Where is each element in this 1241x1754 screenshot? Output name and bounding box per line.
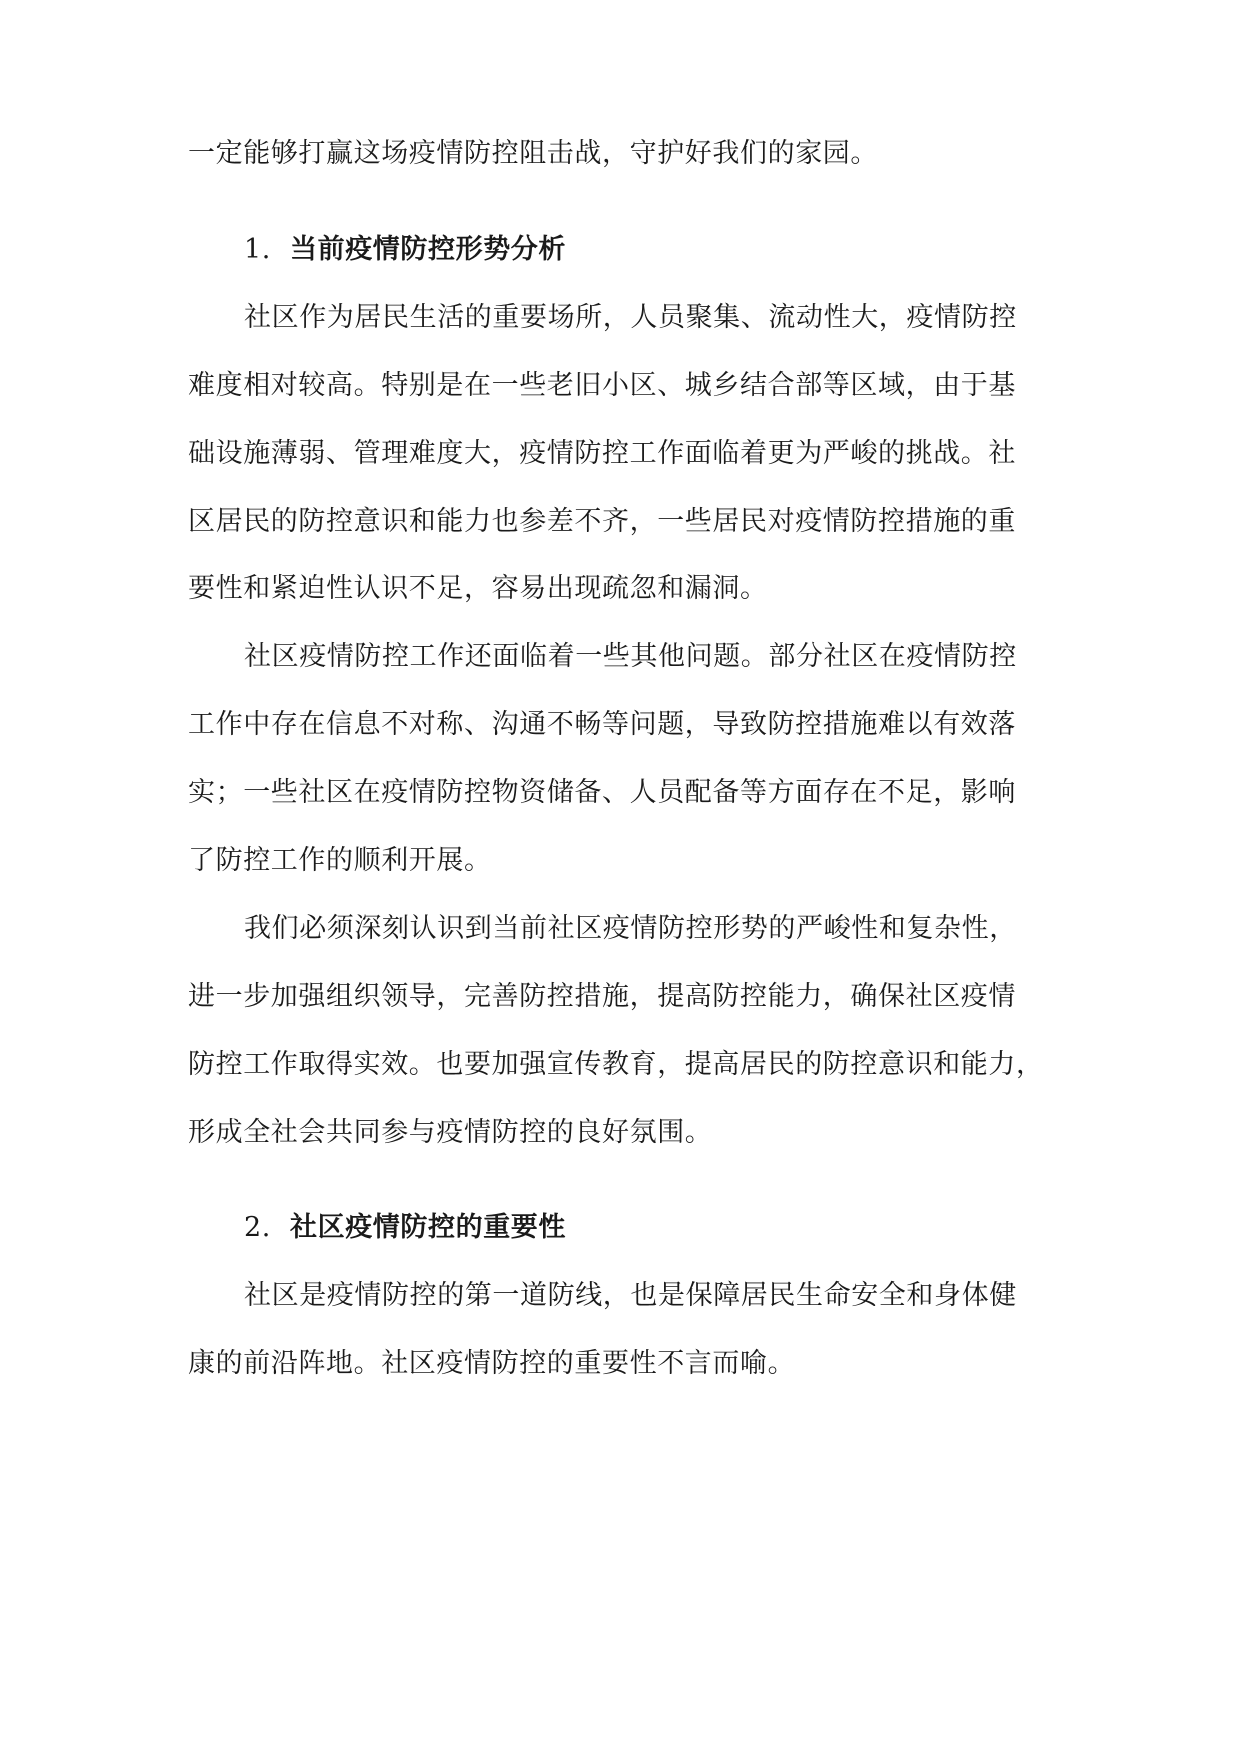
section-2-number: 2. — [244, 1212, 271, 1243]
paragraph-line: 社区是疫情防控的第一道防线，也是保障居民生命安全和身体健 — [244, 1280, 1017, 1311]
paragraph-line: 了防控工作的顺利开展。 — [188, 845, 492, 876]
paragraph-line: 社区作为居民生活的重要场所，人员聚集、流动性大，疫情防控 — [244, 302, 1017, 333]
intro-line: 一定能够打赢这场疫情防控阻击战，守护好我们的家园。 — [188, 138, 878, 169]
paragraph-line: 防控工作取得实效。也要加强宣传教育，提高居民的防控意识和能力， — [188, 1049, 1044, 1080]
paragraph-line: 要性和紧迫性认识不足，容易出现疏忽和漏洞。 — [188, 573, 768, 604]
paragraph-line: 难度相对较高。特别是在一些老旧小区、城乡结合部等区域，由于基 — [188, 370, 1016, 401]
paragraph-line: 区居民的防控意识和能力也参差不齐，一些居民对疫情防控措施的重 — [188, 506, 1016, 537]
section-1-number: 1. — [244, 234, 271, 265]
paragraph-line: 进一步加强组织领导，完善防控措施，提高防控能力，确保社区疫情 — [188, 981, 1016, 1012]
section-2-title: 社区疫情防控的重要性 — [290, 1212, 566, 1243]
paragraph-line: 实；一些社区在疫情防控物资储备、人员配备等方面存在不足，影响 — [188, 777, 1016, 808]
section-2-heading — [244, 1208, 566, 1248]
paragraph-line: 形成全社会共同参与疫情防控的良好氛围。 — [188, 1117, 713, 1148]
paragraph-line: 康的前沿阵地。社区疫情防控的重要性不言而喻。 — [188, 1348, 796, 1379]
section-1-title: 当前疫情防控形势分析 — [290, 234, 566, 265]
paragraph-line: 工作中存在信息不对称、沟通不畅等问题，导致防控措施难以有效落 — [188, 709, 1016, 740]
paragraph-line: 础设施薄弱、管理难度大，疫情防控工作面临着更为严峻的挑战。社 — [188, 438, 1016, 469]
section-1-heading — [244, 230, 566, 270]
paragraph-line: 我们必须深刻认识到当前社区疫情防控形势的严峻性和复杂性， — [244, 913, 1017, 944]
paragraph-line: 社区疫情防控工作还面临着一些其他问题。部分社区在疫情防控 — [244, 641, 1017, 672]
